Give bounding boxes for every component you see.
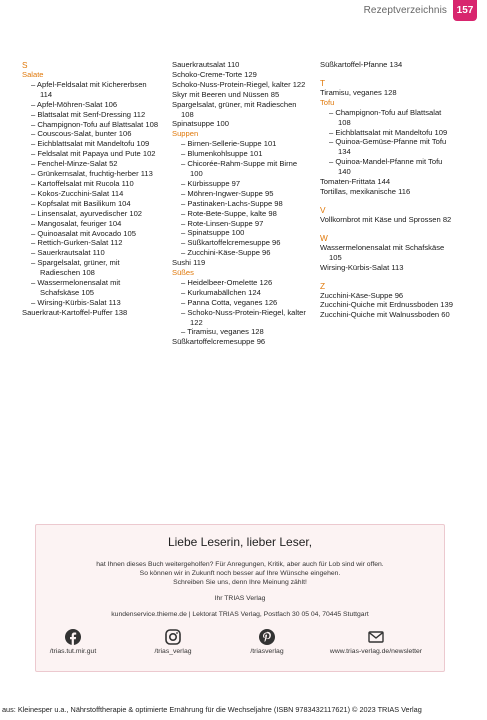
- index-sub-entry: – Wassermelonensalat mit Schafskäse 105: [31, 278, 121, 297]
- index-sub-entry: – Blattsalat mit Senf-Dressing 112: [31, 109, 146, 119]
- index-sub-entry: – Eichblattsalat mit Mandeltofu 109: [329, 127, 448, 137]
- running-header-title: Rezeptverzeichnis: [363, 5, 447, 16]
- index-letter-heading: V: [320, 204, 326, 215]
- index-sub-entry: – Rettich-Gurken-Salat 112: [31, 238, 123, 248]
- index-sub-entry: – Quinoa-Gemüse-Pfanne mit Tofu 134: [329, 137, 447, 157]
- index-entry: Schoko-Nuss-Protein-Riegel, kalter 122: [172, 79, 306, 89]
- index-sub-entry: – Birnen-Sellerie-Suppe 101: [181, 139, 277, 149]
- index-letter-heading: W: [320, 232, 328, 243]
- index-entry: Wassermelonensalat mit Schafskäse 105: [320, 242, 445, 262]
- index-letter-heading: S: [22, 60, 28, 70]
- index-sub-entry: – Fenchel-Minze-Salat 52: [31, 159, 118, 169]
- index-sub-entry: – Panna Cotta, veganes 126: [181, 297, 278, 307]
- notice-signature: Ihr TRIAS Verlag: [214, 595, 266, 602]
- index-entry: Zucchini-Quiche mit Walnussboden 60: [320, 310, 450, 320]
- mail-icon: [368, 629, 384, 645]
- index-entry: Süßkartoffelcremesuppe 96: [172, 337, 266, 347]
- index-letter-heading: T: [320, 77, 326, 88]
- source-footer: aus: Kleinesper u.a., Nährstofftherapie & optimierte Ernährung für die Wechseljahre (ISBN 9783432117621) © 2023 TRIAS Verlag: [2, 705, 422, 714]
- index-sub-entry: – Kopfsalat mit Basilikum 104: [31, 198, 131, 208]
- index-column-2: [172, 60, 308, 347]
- index-sub-entry: – Kokos-Zucchini-Salat 114: [31, 188, 124, 198]
- index-entry: Schoko-Creme-Torte 129: [172, 69, 257, 79]
- index-sub-entry: – Zucchini-Käse-Suppe 96: [181, 248, 271, 258]
- index-entry: Wirsing-Kürbis-Salat 113: [320, 262, 404, 272]
- index-entry: Zucchini-Quiche mit Erdnussboden 139: [320, 300, 453, 310]
- social-label: www.trias-verlag.de/newsletter: [329, 648, 423, 655]
- index-sub-entry: – Mangosalat, feuriger 104: [31, 218, 122, 228]
- index-sub-entry: – Apfel-Möhren-Salat 106: [31, 99, 118, 109]
- index-sub-entry: – Champignon-Tofu auf Blattsalat 108: [31, 119, 159, 129]
- page-header: [0, 0, 487, 24]
- index-entry: Zucchini-Käse-Suppe 96: [320, 290, 404, 300]
- page-number-badge: 157: [453, 0, 477, 21]
- index-sub-entry: – Wirsing-Kürbis-Salat 113: [31, 297, 121, 307]
- index-entry: Skyr mit Beeren und Nüssen 85: [172, 89, 280, 99]
- index-sub-entry: – Apfel-Feldsalat mit Kichererbsen 114: [31, 79, 147, 99]
- index-sub-entry: – Süßkartoffelcremesuppe 96: [181, 238, 281, 248]
- notice-body-line: So können wir in Zukunft noch besser auf Ihre Wünsche eingehen.: [139, 570, 341, 578]
- social-label: /trias.tut.mir.gut: [49, 648, 97, 655]
- index-entry: Tomaten-Frittata 144: [320, 177, 391, 187]
- index-section-heading: Tofu: [320, 97, 335, 107]
- index-section-heading: Suppen: [172, 129, 199, 139]
- index-letter-heading: Z: [320, 280, 326, 291]
- notice-heading: Liebe Leserin, lieber Leser,: [167, 535, 313, 549]
- index-column-3: [320, 60, 455, 320]
- index-column-1: [22, 60, 160, 318]
- index-sub-entry: – Heidelbeer-Omelette 126: [181, 277, 273, 287]
- facebook-icon: [65, 629, 81, 645]
- index-sub-entry: – Linsensalat, ayurvedischer 102: [31, 208, 143, 218]
- index-sub-entry: – Schoko-Nuss-Protein-Riegel, kalter 122: [181, 307, 306, 327]
- index-section-heading: Salate: [22, 70, 44, 79]
- notice-body-line: Schreiben Sie uns, denn Ihre Meinung zählt!: [173, 579, 307, 587]
- index-sub-entry: – Rote-Linsen-Suppe 97: [181, 218, 264, 228]
- pinterest-icon: [259, 629, 275, 645]
- index-sub-entry: – Kürbissuppe 97: [181, 178, 241, 188]
- index-entry: Sauerkraut-Kartoffel-Puffer 138: [22, 307, 128, 317]
- social-newsletter[interactable]: [321, 629, 431, 655]
- notice-body-line: hat Ihnen dieses Buch weitergeholfen? Für Anregungen, Kritik, aber auch für Lob sind wir offen.: [96, 561, 384, 568]
- index-entry: Spargelsalat, grüner, mit Radieschen 108: [172, 99, 297, 119]
- index-sub-entry: – Grünkernsalat, fruchtig-herber 113: [31, 169, 153, 179]
- index-sub-entry: – Tiramisu, veganes 128: [181, 327, 264, 337]
- index-sub-entry: – Möhren-Ingwer-Suppe 95: [181, 188, 274, 198]
- index-sub-entry: – Chicorée-Rahm-Suppe mit Birne 100: [181, 159, 298, 178]
- index-entry: Spinatsuppe 100: [172, 119, 230, 129]
- index-sub-entry: – Couscous-Salat, bunter 106: [31, 129, 132, 139]
- index-sub-entry: – Quinoasalat mit Avocado 105: [31, 228, 136, 238]
- index-entry: Sushi 119: [172, 258, 206, 268]
- index-sub-entry: – Kartoffelsalat mit Rucola 110: [31, 178, 134, 188]
- notice-contact: kundenservice.thieme.de | Lektorat TRIAS Verlag, Postfach 30 05 04, 70445 Stuttgart: [111, 611, 369, 618]
- social-label: /trias_verlag: [154, 648, 192, 655]
- index-sub-entry: – Sauerkrautsalat 110: [31, 248, 105, 258]
- index-sub-entry: – Spargelsalat, grüner, mit Radieschen 108: [31, 258, 120, 278]
- index-entry: Vollkornbrot mit Käse und Sprossen 82: [320, 214, 452, 224]
- index-entry: Tortillas, mexikanische 116: [320, 186, 411, 196]
- index-sub-entry: – Eichblattsalat mit Mandeltofu 109: [31, 139, 150, 149]
- social-facebook[interactable]: [18, 629, 128, 655]
- social-label: /triasverlag: [250, 648, 284, 655]
- index-sub-entry: – Kurkumabällchen 124: [181, 287, 261, 297]
- index-entry: Tiramisu, veganes 128: [320, 87, 397, 97]
- index-sub-entry: – Rote-Bete-Suppe, kalte 98: [181, 208, 277, 218]
- index-sub-entry: – Spinatsuppe 100: [181, 228, 245, 238]
- reader-notice-box: [35, 524, 445, 672]
- index-section-heading: Süßes: [172, 268, 194, 278]
- index-sub-entry: – Blumenkohlsuppe 101: [181, 149, 263, 159]
- index-entry: Süßkartoffel-Pfanne 134: [320, 60, 403, 69]
- instagram-icon: [165, 629, 181, 645]
- index-sub-entry: – Quinoa-Mandel-Pfanne mit Tofu 140: [329, 157, 443, 177]
- notice-body: [36, 560, 444, 588]
- social-pinterest[interactable]: [212, 629, 322, 655]
- index-sub-entry: – Pastinaken-Lachs-Suppe 98: [181, 198, 283, 208]
- index-sub-entry: – Feldsalat mit Papaya und Pute 102: [31, 149, 156, 159]
- index-entry: Sauerkrautsalat 110: [172, 60, 240, 69]
- index-sub-entry: – Champignon-Tofu auf Blattsalat 108: [329, 107, 442, 127]
